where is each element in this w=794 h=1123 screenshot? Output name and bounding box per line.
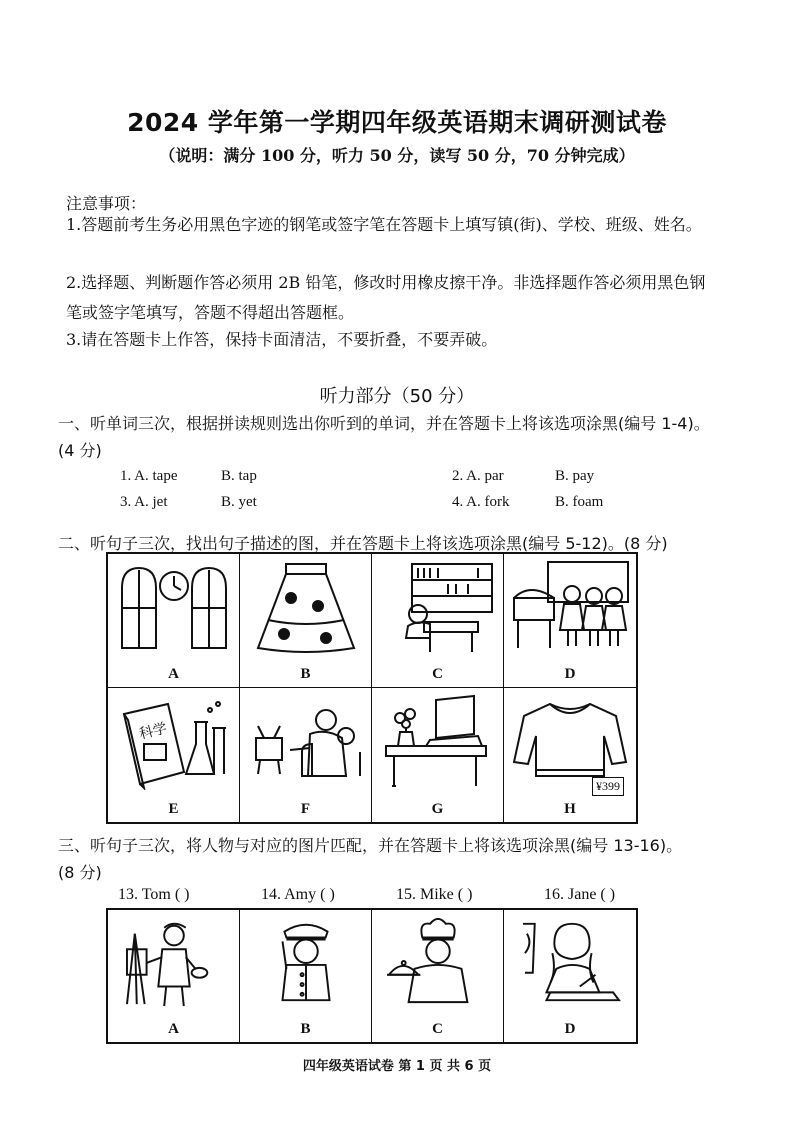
label-h: H bbox=[564, 801, 576, 817]
people-grid bbox=[106, 908, 638, 1044]
question-1-prompt: 一、听单词三次，根据拼读规则选出你听到的单词，并在答题卡上将该选项涂黑(编号 1-4)。(4 分) bbox=[58, 414, 710, 460]
q1-item-2-a: 2. A. par bbox=[452, 468, 504, 484]
windows-clock-icon bbox=[114, 558, 234, 656]
label-person-a: A bbox=[168, 1021, 179, 1037]
book-title: 科学 bbox=[137, 720, 169, 743]
label-person-d: D bbox=[564, 1021, 576, 1037]
q1-item-4-b: B. foam bbox=[555, 494, 604, 510]
picture-a bbox=[108, 554, 240, 688]
note-2: 2.选择题、判断题作答必须用 2B 铅笔，修改时用橡皮擦干净。非选择题作答必须用黑色钢笔或签字笔填写，答题不得超出答题框。 bbox=[66, 273, 706, 322]
picture-grid bbox=[106, 552, 638, 824]
question-3-prompt: 三、听句子三次，将人物与对应的图片匹配，并在答题卡上将该选项涂黑(编号 13-16)。(8 分) bbox=[58, 836, 683, 882]
picture-h bbox=[504, 688, 636, 822]
q1-item-3-a: 3. A. jet bbox=[120, 494, 168, 510]
notes-heading: 注意事项： bbox=[66, 194, 147, 213]
note-1: 1.答题前考生务必用黑色字迹的钢笔或签字笔在答题卡上填写镇(街)、学校、班级、姓名。 bbox=[66, 215, 702, 234]
label-e: E bbox=[168, 801, 179, 817]
page-subtitle: （说明：满分 100 分，听力 50 分，读写 50 分，70 分钟完成） bbox=[159, 146, 635, 165]
label-b: B bbox=[300, 666, 311, 682]
label-g: G bbox=[431, 801, 444, 817]
picture-c bbox=[372, 554, 504, 688]
police-officer-icon bbox=[246, 914, 366, 1010]
picture-e bbox=[108, 688, 240, 822]
page-title: 2024 学年第一学期四年级英语期末调研测试卷 bbox=[127, 108, 667, 137]
label-person-c: C bbox=[432, 1021, 443, 1037]
label-c: C bbox=[432, 666, 443, 682]
skirt-icon bbox=[246, 558, 366, 656]
picture-f bbox=[240, 688, 372, 822]
q1-item-1-a: 1. A. tape bbox=[120, 468, 178, 484]
label-a: A bbox=[168, 666, 179, 682]
picture-b bbox=[240, 554, 372, 688]
q1-item-4-a: 4. A. fork bbox=[452, 494, 510, 510]
q1-item-3-b: B. yet bbox=[221, 494, 257, 510]
person-a bbox=[108, 910, 240, 1042]
name-amy: 14. Amy ( ) bbox=[261, 886, 335, 903]
reading-boy-icon bbox=[378, 558, 498, 656]
picture-d bbox=[504, 554, 636, 688]
science-book-icon bbox=[114, 692, 234, 790]
note-3: 3.请在答题卡上作答，保持卡面清洁，不要折叠，不要弄破。 bbox=[66, 330, 498, 349]
label-f: F bbox=[300, 801, 311, 817]
name-jane: 16. Jane ( ) bbox=[544, 886, 616, 903]
q1-item-1-b: B. tap bbox=[221, 468, 257, 484]
question-2-prompt: 二、听句子三次，找出句子描述的图，并在答题卡上将该选项涂黑(编号 5-12)。(8 分) bbox=[58, 534, 668, 553]
person-c bbox=[372, 910, 504, 1042]
price-tag: ¥399 bbox=[592, 777, 624, 796]
family-tv-icon bbox=[246, 692, 366, 790]
sweater-icon bbox=[510, 692, 630, 790]
piano-singers-icon bbox=[510, 558, 630, 656]
label-person-b: B bbox=[300, 1021, 311, 1037]
picture-g bbox=[372, 688, 504, 822]
name-tom: 13. Tom ( ) bbox=[118, 886, 190, 903]
writer-girl-icon bbox=[510, 914, 630, 1010]
chef-icon bbox=[378, 914, 498, 1010]
person-d bbox=[504, 910, 636, 1042]
section-heading: 听力部分（50 分） bbox=[319, 386, 475, 407]
q1-item-2-b: B. pay bbox=[555, 468, 595, 484]
painter-icon bbox=[114, 914, 234, 1010]
label-d: D bbox=[564, 666, 576, 682]
page-footer: 四年级英语试卷 第 1 页 共 6 页 bbox=[302, 1059, 492, 1074]
desk-laptop-icon bbox=[378, 692, 498, 790]
person-b bbox=[240, 910, 372, 1042]
name-mike: 15. Mike ( ) bbox=[396, 886, 473, 903]
